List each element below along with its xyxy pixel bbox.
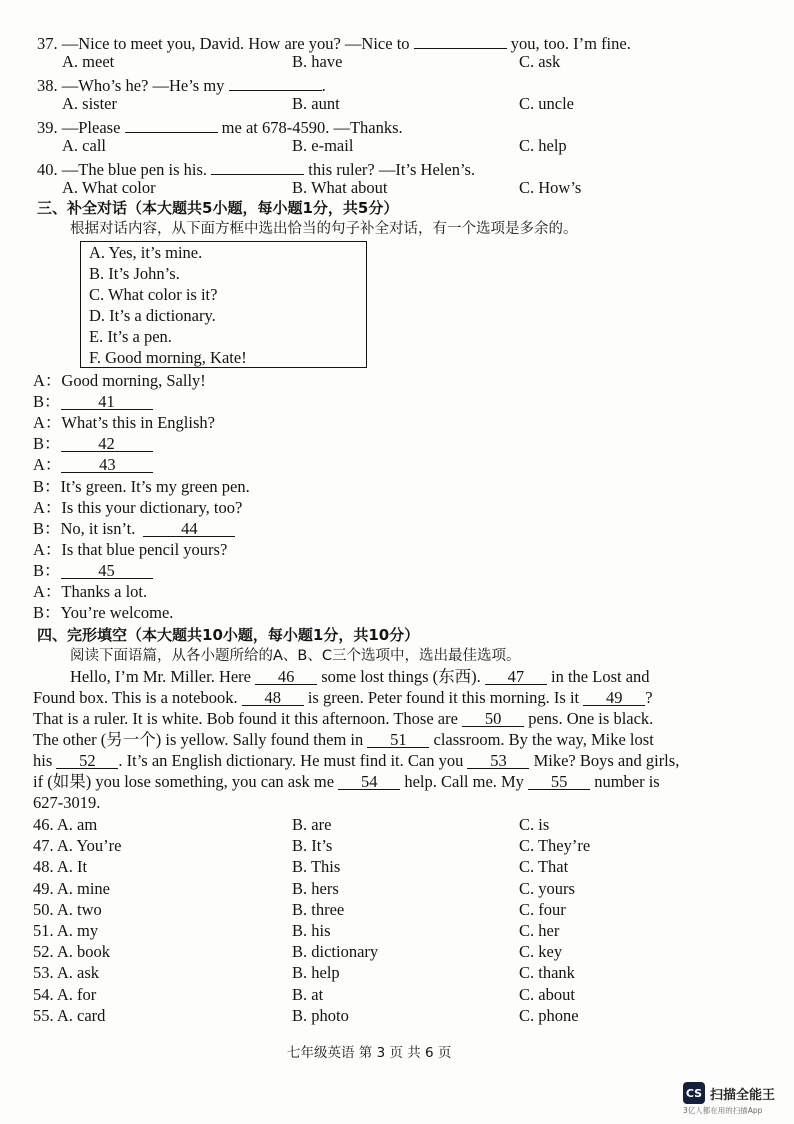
q37-text-post: you, too. I’m fine. xyxy=(506,34,631,53)
passage-line xyxy=(70,667,650,687)
option-a: A. am xyxy=(56,815,98,834)
box-option-b: B. It’s John’s. xyxy=(89,264,180,283)
passage-line xyxy=(33,772,660,792)
option-a: A. It xyxy=(56,857,88,876)
option-c: C. is xyxy=(519,815,550,834)
blank-47: 47 xyxy=(485,667,547,685)
blank-42: 42 xyxy=(61,434,153,452)
passage-text: That is a ruler. It is white. Bob found it this afternoon. Those are xyxy=(33,709,463,728)
q37-stem xyxy=(37,31,631,54)
option-c: C. That xyxy=(519,857,569,876)
speaker: B： xyxy=(33,392,61,411)
option-b: B. hers xyxy=(292,879,339,898)
speaker: B： xyxy=(33,477,61,496)
passage-text: ? xyxy=(645,688,653,707)
cloze-row xyxy=(33,836,121,856)
q37-text-pre: 37. —Nice to meet you, David. How are you? —Nice to xyxy=(37,34,414,53)
speaker: A： xyxy=(33,498,62,517)
blank-51: 51 xyxy=(367,730,429,748)
option-b: B. It’s xyxy=(292,836,333,855)
q40-text-post: this ruler? —It’s Helen’s. xyxy=(304,160,476,179)
option-b: B. at xyxy=(292,985,324,1004)
passage-text: Found box. This is a notebook. xyxy=(33,688,242,707)
dialogue-line xyxy=(33,434,153,454)
passage-line xyxy=(33,688,653,708)
option-number: 54. xyxy=(33,985,54,1004)
passage-text: his xyxy=(33,751,57,770)
box-option-e: E. It’s a pen. xyxy=(89,327,172,346)
passage-text: if (如果) you lose something, you can ask me xyxy=(33,772,339,791)
speaker: B： xyxy=(33,603,61,622)
q40-stem xyxy=(37,157,475,180)
cloze-row xyxy=(33,985,96,1005)
dialogue-text: Good morning, Sally! xyxy=(61,371,206,390)
cloze-row xyxy=(33,942,110,962)
dialogue-line xyxy=(33,413,215,433)
option-b: B. help xyxy=(292,963,340,982)
option-b: B. dictionary xyxy=(292,942,379,961)
passage-text: some lost things (东西). xyxy=(317,667,485,686)
dialogue-line xyxy=(33,392,153,412)
section4-instruction: 阅读下面语篇，从各小题所给的A、B、C三个选项中，选出最佳选项。 xyxy=(70,648,521,664)
q40-text-pre: 40. —The blue pen is his. xyxy=(37,160,212,179)
blank-46: 46 xyxy=(255,667,317,685)
dialogue-line xyxy=(33,477,250,497)
blank-54: 54 xyxy=(338,772,400,790)
q39-stem xyxy=(37,115,403,138)
speaker: A： xyxy=(33,582,62,601)
cloze-row xyxy=(33,921,98,941)
dialogue-line xyxy=(33,603,173,623)
option-a: A. You’re xyxy=(56,836,122,855)
box-option-f: F. Good morning, Kate! xyxy=(89,348,247,367)
cloze-row xyxy=(33,879,110,899)
blank-44: 44 xyxy=(143,519,235,537)
q38-text-pre: 38. —Who’s he? —He’s my xyxy=(37,76,229,95)
q39-text-post: me at 678-4590. —Thanks. xyxy=(217,118,403,137)
blank-53: 53 xyxy=(467,751,529,769)
passage-line xyxy=(33,793,100,813)
option-c: C. yours xyxy=(519,879,575,898)
passage-line xyxy=(33,709,653,729)
q38-blank xyxy=(229,73,322,91)
q38-option-c: C. uncle xyxy=(519,94,574,113)
option-box xyxy=(80,241,367,368)
option-c: C. her xyxy=(519,921,560,940)
cloze-row xyxy=(33,1006,105,1026)
q37-option-b: B. have xyxy=(292,52,343,71)
dialogue-text: It’s green. It’s my green pen. xyxy=(60,477,250,496)
option-b: B. his xyxy=(292,921,331,940)
q40-option-c: C. How’s xyxy=(519,178,582,197)
passage-text: in the Lost and xyxy=(546,667,650,686)
watermark-name: 扫描全能王 xyxy=(710,1087,776,1103)
q38-stem xyxy=(37,73,326,96)
watermark-tagline: 3亿人都在用的扫描App xyxy=(683,1106,763,1115)
dialogue-line xyxy=(33,561,153,581)
cloze-row xyxy=(33,963,99,983)
passage-text: The other (另一个) is yellow. Sally found them in xyxy=(33,730,368,749)
q39-option-a: A. call xyxy=(62,136,106,155)
dialogue-text: Is that blue pencil yours? xyxy=(61,540,228,559)
blank-52: 52 xyxy=(56,751,118,769)
option-a: A. card xyxy=(56,1006,106,1025)
passage-line xyxy=(33,730,654,750)
passage-line xyxy=(33,751,679,771)
q37-option-c: C. ask xyxy=(519,52,561,71)
blank-41: 41 xyxy=(61,392,153,410)
box-option-a: A. Yes, it’s mine. xyxy=(89,243,203,262)
dialogue-line xyxy=(33,371,206,391)
q39-option-c: C. help xyxy=(519,136,567,155)
speaker: A： xyxy=(33,413,62,432)
option-a: A. ask xyxy=(56,963,100,982)
option-number: 49. xyxy=(33,879,54,898)
blank-49: 49 xyxy=(583,688,645,706)
q39-option-b: B. e-mail xyxy=(292,136,354,155)
option-a: A. two xyxy=(56,900,102,919)
q38-option-b: B. aunt xyxy=(292,94,340,113)
option-number: 50. xyxy=(33,900,54,919)
q37-blank xyxy=(414,31,507,49)
option-number: 47. xyxy=(33,836,54,855)
section3-instruction: 根据对话内容，从下面方框中选出恰当的句子补全对话，有一个选项是多余的。 xyxy=(70,221,578,237)
option-c: C. about xyxy=(519,985,575,1004)
passage-text: Hello, I’m Mr. Miller. Here xyxy=(70,667,256,686)
blank-50: 50 xyxy=(462,709,524,727)
option-number: 48. xyxy=(33,857,54,876)
dialogue-text: Thanks a lot. xyxy=(61,582,148,601)
option-a: A. my xyxy=(56,921,99,940)
speaker: B： xyxy=(33,561,61,580)
speaker: B： xyxy=(33,434,61,453)
q38-option-a: A. sister xyxy=(62,94,117,113)
option-a: A. mine xyxy=(56,879,111,898)
q39-blank xyxy=(125,115,218,133)
dialogue-text: Is this your dictionary, too? xyxy=(61,498,243,517)
dialogue-line xyxy=(33,582,147,602)
option-b: B. three xyxy=(292,900,345,919)
passage-text: is green. Peter found it this morning. Is it xyxy=(303,688,584,707)
option-a: A. for xyxy=(56,985,97,1004)
cloze-row xyxy=(33,815,97,835)
blank-48: 48 xyxy=(242,688,304,706)
cloze-row xyxy=(33,900,102,920)
box-option-c: C. What color is it? xyxy=(89,285,218,304)
passage-text: pens. One is black. xyxy=(524,709,654,728)
passage-text: classroom. By the way, Mike lost xyxy=(429,730,654,749)
camscanner-logo-icon: CS xyxy=(683,1082,705,1104)
passage-text: Mike? Boys and girls, xyxy=(529,751,680,770)
option-b: B. This xyxy=(292,857,341,876)
option-c: C. phone xyxy=(519,1006,579,1025)
page-footer: 七年级英语 第 3 页 共 6 页 xyxy=(287,1045,452,1061)
option-number: 51. xyxy=(33,921,54,940)
option-number: 55. xyxy=(33,1006,54,1025)
speaker: A： xyxy=(33,371,62,390)
option-c: C. thank xyxy=(519,963,575,982)
section3-title: 三、补全对话（本大题共5小题，每小题1分，共5分） xyxy=(37,199,399,217)
dialogue-text: What’s this in English? xyxy=(61,413,215,432)
blank-45: 45 xyxy=(61,561,153,579)
box-option-d: D. It’s a dictionary. xyxy=(89,306,216,325)
q40-option-a: A. What color xyxy=(62,178,156,197)
option-c: C. four xyxy=(519,900,566,919)
q40-option-b: B. What about xyxy=(292,178,388,197)
dialogue-line xyxy=(33,455,153,475)
option-number: 46. xyxy=(33,815,54,834)
blank-43: 43 xyxy=(61,455,153,473)
option-c: C. key xyxy=(519,942,563,961)
option-b: B. are xyxy=(292,815,332,834)
speaker: B： xyxy=(33,519,61,538)
option-number: 53. xyxy=(33,963,54,982)
option-a: A. book xyxy=(56,942,111,961)
q40-blank xyxy=(211,157,304,175)
dialogue-line xyxy=(33,498,242,518)
blank-55: 55 xyxy=(528,772,590,790)
cloze-row xyxy=(33,857,87,877)
passage-text: help. Call me. My xyxy=(400,772,529,791)
option-c: C. They’re xyxy=(519,836,591,855)
q39-text-pre: 39. —Please xyxy=(37,118,125,137)
option-b: B. photo xyxy=(292,1006,349,1025)
passage-text: . It’s an English dictionary. He must find it. Can you xyxy=(118,751,468,770)
passage-text: 627-3019. xyxy=(33,793,101,812)
speaker: A： xyxy=(33,455,62,474)
option-number: 52. xyxy=(33,942,54,961)
speaker: A： xyxy=(33,540,62,559)
scanner-watermark xyxy=(683,1082,775,1104)
dialogue-text: No, it isn’t. xyxy=(60,519,136,538)
q38-text-post: . xyxy=(321,76,326,95)
passage-text: number is xyxy=(590,772,660,791)
dialogue-text: You’re welcome. xyxy=(60,603,174,622)
dialogue-line xyxy=(33,519,235,539)
section4-title: 四、完形填空（本大题共10小题，每小题1分，共10分） xyxy=(37,626,420,644)
q37-option-a: A. meet xyxy=(62,52,115,71)
dialogue-line xyxy=(33,540,227,560)
